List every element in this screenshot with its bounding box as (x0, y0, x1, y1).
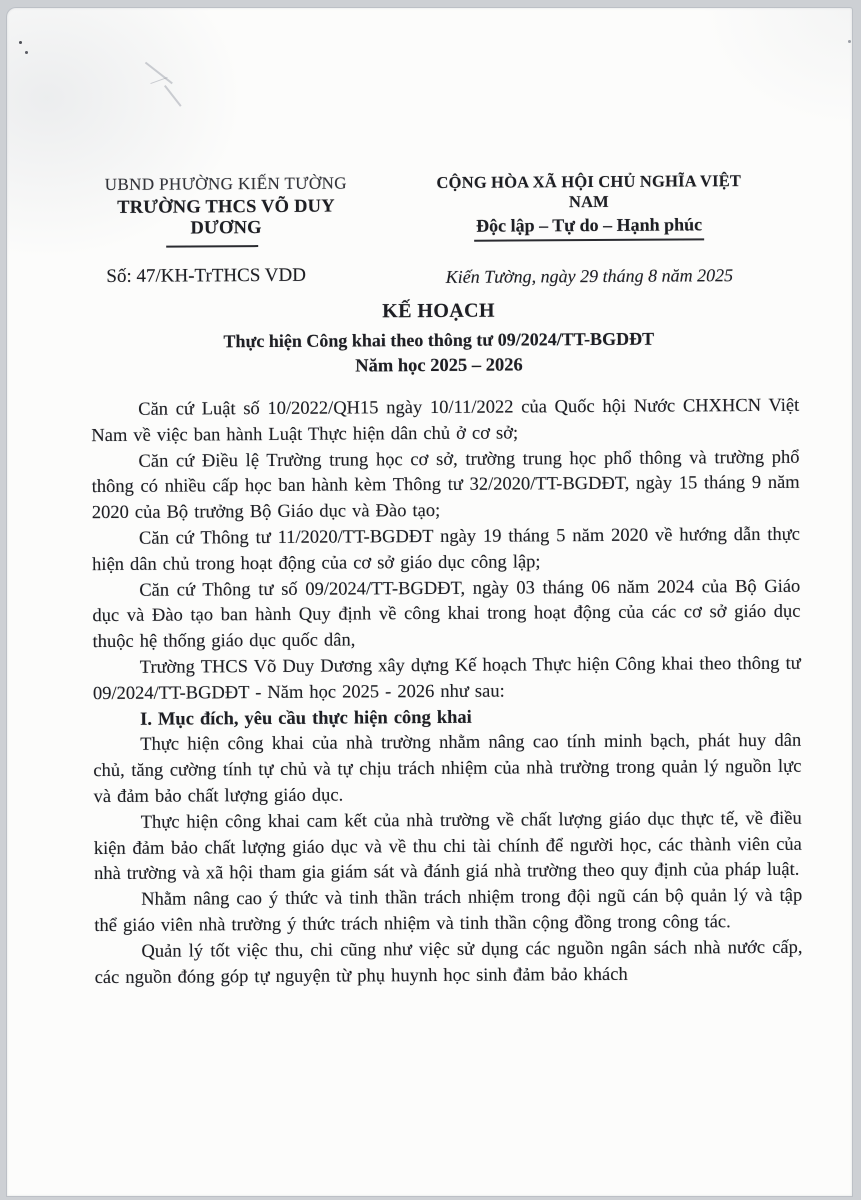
school-year-line: Năm học 2025 – 2026 (355, 355, 523, 377)
body-paragraph: Quản lý tốt việc thu, chi cũng như việc sử dụng các nguồn ngân sách nhà nước cấp, các nguồn đóng góp tự nguyện từ phụ huynh học sinh đảm bảo khách (94, 937, 803, 988)
document-subtitle: Thực hiện Công khai theo thông tư 09/2024/TT-BGDĐT (223, 328, 655, 352)
body-paragraph: Căn cứ Thông tư số 09/2024/TT-BGDĐT, ngày 03 tháng 06 năm 2024 của Bộ Giáo dục và Đào tạo ban hành Quy định về công khai trong hoạt động của các cơ sở giáo dục thuộc hệ thống giáo dục quốc dân, (92, 576, 801, 653)
document-title-block (91, 298, 787, 379)
body-paragraph: Thực hiện công khai cam kết của nhà trường về chất lượng giáo dục thực tế, về điều kiện đảm bảo chất lượng giáo dục và về thu chi tài chính để người học, các thành viên của nhà trường và xã hội tham gia giám sát và đánh giá nhà trường theo quy định của pháp luật. (93, 808, 802, 885)
body-paragraph: Căn cứ Thông tư 11/2020/TT-BGDĐT ngày 19 tháng 5 năm 2020 về hướng dẫn thực hiện dân chủ trong hoạt động của cơ sở giáo dục công lập; (92, 524, 801, 575)
national-motto-line2: Độc lập – Tự do – Hạnh phúc (474, 214, 704, 241)
national-header-block (415, 171, 764, 288)
body-paragraph: Thực hiện công khai của nhà trường nhằm nâng cao tính minh bạch, phát huy dân chủ, tăng cường tính tự chủ và tự chịu trách nhiệm của nhà trường trong quản lý nguồn lực và đảm bảo chất lượng giáo dục. (93, 731, 802, 808)
parent-agency-name: UBND PHƯỜNG KIẾN TƯỜNG (104, 173, 347, 194)
national-motto-line1: CỘNG HÒA XÃ HỘI CHỦ NGHĨA VIỆT NAM (436, 171, 742, 212)
body-paragraph: Căn cứ Điều lệ Trường trung học cơ sở, trường trung học phổ thông và trường phổ thông có nhiều cấp học ban hành kèm Thông tư 32/2020/TT-BGDĐT, ngày 15 tháng 9 năm 2020 của Bộ trưởng Bộ Giáo dục và Đào tạo; (91, 447, 800, 524)
school-name-underline (166, 245, 258, 248)
issuing-agency-block (90, 173, 363, 288)
school-name: TRƯỜNG THCS VÕ DUY DƯƠNG (117, 196, 335, 239)
document-number: Số: 47/KH-TrTHCS VDD (106, 264, 306, 287)
place-and-date: Kiến Tường, ngày 29 tháng 8 năm 2025 (445, 265, 734, 287)
document-body (91, 394, 803, 992)
document-header (90, 171, 799, 290)
body-paragraph: Trường THCS Võ Duy Dương xây dựng Kế hoạch Thực hiện Công khai theo thông tư 09/2024/TT-BGDĐT - Năm học 2025 - 2026 như sau: (92, 653, 801, 704)
document-title: KẾ HOẠCH (382, 299, 495, 323)
body-paragraph: Căn cứ Luật số 10/2022/QH15 ngày 10/11/2022 của Quốc hội Nước CHXHCN Việt Nam về việc ban hành Luật Thực hiện dân chủ ở cơ sở; (91, 395, 800, 446)
section-heading: I. Mục đích, yêu cầu thực hiện công khai (140, 707, 472, 730)
body-paragraph: Nhằm nâng cao ý thức và tinh thần trách nhiệm trong đội ngũ cán bộ quản lý và tập thể giáo viên nhà trường ý thức trách nhiệm và tinh thần cộng đồng trong công tác. (94, 885, 803, 936)
